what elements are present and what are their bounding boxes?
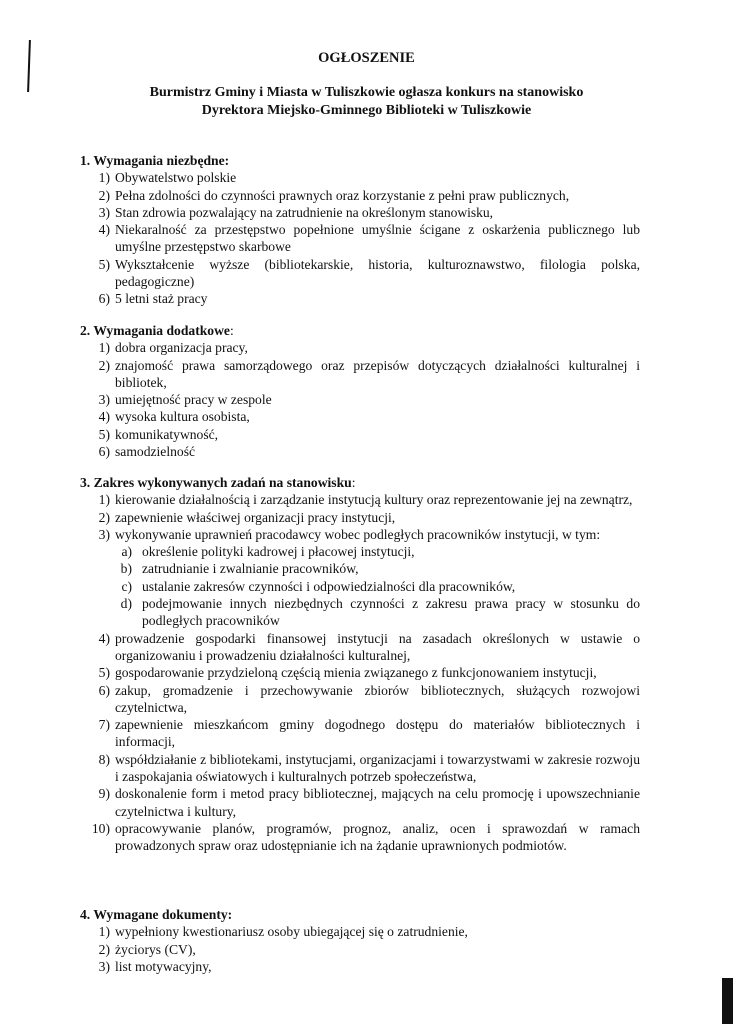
section-list (80, 491, 640, 854)
list-item-text: samodzielność (115, 444, 196, 460)
list-item-text: wypełniony kwestionariusz osoby ubiegającej się o zatrudnienie, (115, 924, 468, 940)
list-item-number: 3) (98, 526, 110, 542)
list-item-text: znajomość prawa samorządowego oraz przepisów dotyczących działalności kulturalnej i bibliotek, (115, 357, 640, 390)
list-item (80, 785, 640, 820)
document-subtitle (0, 84, 733, 120)
list-item-number: d) (120, 596, 132, 612)
list-item-number: 1) (98, 340, 110, 356)
section-heading-text: 1. Wymagania niezbędne: (80, 153, 230, 168)
list-item-number: b) (120, 561, 132, 577)
section-heading (80, 152, 640, 169)
section-heading-text: 4. Wymagane dokumenty: (80, 907, 233, 922)
list-item-number: 5) (98, 665, 110, 681)
sub-list-item (80, 578, 640, 595)
list-item-text: gospodarowanie przydzieloną częścią mienia związanego z funkcjonowaniem instytucji, (115, 665, 597, 681)
list-item-number: 2) (98, 357, 110, 373)
list-item (80, 630, 640, 665)
list-item-number: c) (121, 578, 132, 594)
list-item (80, 204, 640, 221)
list-item (80, 443, 640, 460)
section-duties (80, 474, 640, 855)
list-item (80, 820, 640, 855)
section-heading (80, 906, 640, 923)
list-item-text: list motywacyjny, (115, 958, 212, 974)
list-item-number: 6) (98, 291, 110, 307)
list-item-text: zapewnienie mieszkańcom gminy dogodnego dostępu do materiałów bibliotecznych i informacji, (115, 717, 640, 750)
section-documents (80, 906, 640, 975)
list-item-number: 6) (98, 444, 110, 460)
list-item (80, 958, 640, 975)
document-title: OGŁOSZENIE (318, 50, 415, 66)
list-item (80, 716, 640, 751)
list-item-number: 5) (98, 256, 110, 272)
list-item (80, 941, 640, 958)
list-item-number: 1) (98, 492, 110, 508)
list-item (80, 923, 640, 940)
sub-list-item (80, 543, 640, 560)
section-heading-suffix: : (351, 475, 356, 490)
list-item-number: 3) (98, 392, 110, 408)
list-item-text: Wykształcenie wyższe (bibliotekarskie, historia, kulturoznawstwo, filologia polska, pedagogiczne) (115, 256, 640, 290)
section-heading-suffix: : (229, 323, 234, 338)
list-item-number: 1) (98, 170, 110, 186)
list-item (80, 221, 640, 256)
list-item (80, 357, 640, 392)
sub-list-item (80, 560, 640, 577)
list-item-text: komunikatywność, (115, 426, 219, 442)
list-item (80, 256, 640, 291)
list-item-number: 2) (98, 187, 110, 203)
list-item-number: a) (121, 544, 132, 560)
list-item-number: 4) (98, 409, 110, 425)
list-item-text: kierowanie działalnością i zarządzanie instytucją kultury oraz reprezentowanie jej na zewnątrz, (115, 492, 633, 508)
list-item (80, 169, 640, 186)
list-item-text: określenie polityki kadrowej i płacowej instytucji, (142, 544, 415, 560)
section-heading-text: 2. Wymagania dodatkowe (80, 323, 230, 338)
list-item-number: 2) (98, 941, 110, 957)
list-item-text: zapewnienie właściwej organizacji pracy instytucji, (115, 509, 396, 525)
list-item-number: 9) (98, 786, 110, 802)
list-item-text: podejmowanie innych niezbędnych czynności z zakresu prawa pracy w stosunku do podległych pracowników (142, 596, 640, 629)
list-item (80, 509, 640, 526)
list-item-number: 3) (98, 958, 110, 974)
section-list (80, 923, 640, 975)
list-item-number: 10) (91, 820, 110, 836)
list-item-number: 6) (98, 682, 110, 698)
section-heading (80, 322, 640, 339)
list-item-text: ustalanie zakresów czynności i odpowiedzialności dla pracowników, (142, 578, 516, 594)
list-item-text: wykonywanie uprawnień pracodawcy wobec podległych pracowników instytucji, w tym: (115, 526, 601, 542)
list-item-text: zatrudnianie i zwalnianie pracowników, (142, 561, 359, 577)
scan-edge-mark-right (722, 978, 733, 1024)
list-item-number: 8) (98, 751, 110, 767)
list-item (80, 682, 640, 717)
list-item-text: zakup, gromadzenie i przechowywanie zbiorów bibliotecznych, służących rozwojowi czytelnictwa, (115, 682, 640, 715)
list-item-number: 4) (98, 222, 110, 238)
list-item-text: Pełna zdolności do czynności prawnych oraz korzystanie z pełni praw publicznych, (115, 187, 570, 203)
list-item (80, 187, 640, 204)
list-item-text: współdziałanie z bibliotekami, instytucjami, organizacjami i towarzystwami w zakresie rozwoju i zaspokajania oświatowych i kulturalnych potrzeb społeczeństwa, (115, 751, 640, 785)
section-list (80, 339, 640, 460)
list-item-text: opracowywanie planów, programów, prognoz, analiz, ocen i sprawozdań w ramach prowadzonych spraw oraz udostępnianie ich na żądanie uprawnionych podmiotów. (115, 820, 640, 854)
list-item (80, 491, 640, 508)
list-item (80, 664, 640, 681)
list-item-number: 1) (98, 924, 110, 940)
sub-list-item (80, 595, 640, 630)
list-item (80, 526, 640, 543)
list-item (80, 290, 640, 307)
list-item (80, 751, 640, 786)
list-item-text: życiorys (CV), (115, 941, 196, 957)
list-item-number: 3) (98, 204, 110, 220)
list-item-number: 4) (98, 630, 110, 646)
list-item-text: dobra organizacja pracy, (115, 340, 248, 356)
list-item-text: 5 letni staż pracy (115, 291, 208, 307)
list-item-number: 2) (98, 509, 110, 525)
list-item (80, 426, 640, 443)
section-heading (80, 474, 640, 491)
subtitle-line-2: Dyrektora Miejsko-Gminnego Biblioteki w Tuliszkowie (201, 103, 532, 118)
section-heading-text: 3. Zakres wykonywanych zadań na stanowisku (80, 475, 352, 490)
section-list (80, 169, 640, 307)
list-item (80, 391, 640, 408)
list-item-text: umiejętność pracy w zespole (115, 392, 272, 408)
section-required (80, 152, 640, 308)
list-item-text: Stan zdrowia pozwalający na zatrudnienie na określonym stanowisku, (115, 204, 493, 220)
list-item-text: Obywatelstwo polskie (115, 170, 237, 186)
subtitle-line-1: Burmistrz Gminy i Miasta w Tuliszkowie ogłasza konkurs na stanowisko (149, 85, 584, 100)
list-item (80, 339, 640, 356)
section-additional (80, 322, 640, 460)
list-item-number: 7) (98, 717, 110, 733)
list-item-text: prowadzenie gospodarki finansowej instytucji na zasadach określonych w ustawie o organizowaniu i prowadzeniu działalności kulturalnej, (115, 630, 640, 663)
list-item-text: Niekaralność za przestępstwo popełnione umyślnie ścigane z oskarżenia publicznego lub umyślne przestępstwo skarbowe (115, 222, 640, 255)
list-item (80, 408, 640, 425)
list-item-text: doskonalenie form i metod pracy bibliotecznej, mających na celu promocję i upowszechnianie czytelnictwa i kultury, (115, 786, 640, 819)
list-item-number: 5) (98, 426, 110, 442)
list-item-text: wysoka kultura osobista, (115, 409, 250, 425)
